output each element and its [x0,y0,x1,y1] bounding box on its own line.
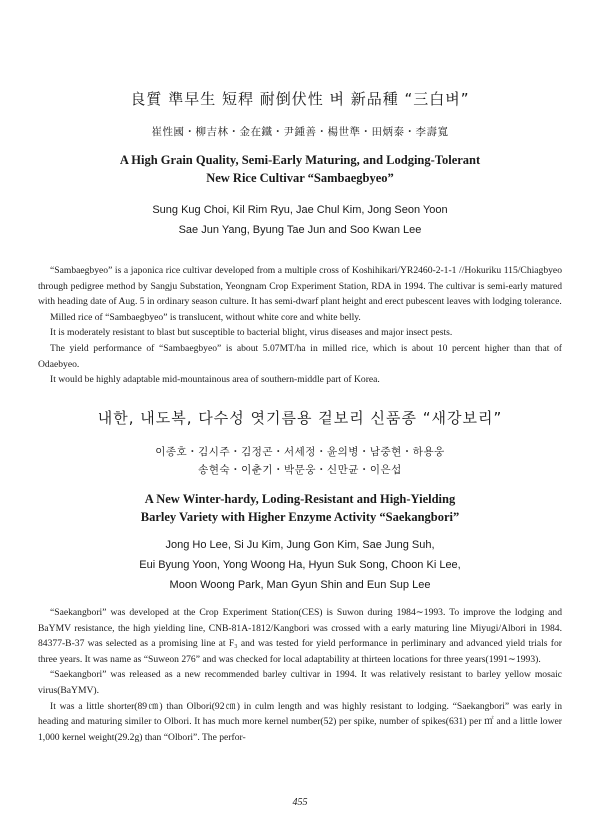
article2-authors-english [0,535,600,595]
article1-paragraph-4: The yield performance of “Sambaegbyeo” is about 5.07MT/ha in milled rice, which is about 10 percent higher than that of Odaebyeo. [38,342,562,370]
article2-authors-korean [0,443,600,479]
article1-authors-english-line2: Sae Jun Yang, Byung Tae Jun and Soo Kwan Lee [178,224,422,236]
article1-authors-english-line1: Sung Kug Choi, Kil Rim Ryu, Jae Chul Kim, Jong Seon Yoon [152,204,448,216]
article1-paragraph-5: It would be highly adaptable mid-mountainous area of southern-middle part of Korea. [50,374,380,386]
article1-title-korean: 良質 準早生 短稈 耐倒伏性 벼 新品種 “三白벼” [130,90,470,108]
article2-authors-english-line2: Eui Byung Yoon, Yong Woong Ha, Hyun Suk Song, Choon Ki Lee, [139,559,461,571]
article1-paragraph-3: It is moderately resistant to blast but susceptible to bacterial blight, virus diseases and major insect pests. [50,327,453,339]
article2-title-english-line1: A New Winter-hardy, Loding-Resistant and High-Yielding [144,492,456,506]
article1-authors-korean: 崔性國・柳吉林・金在鐵・尹鍾善・楊世準・田炳泰・李壽寬 [151,126,449,138]
article2-abstract [38,605,562,745]
article2-paragraph-2: “Saekangbori” was released as a new recommended barley cultivar in 1994. It was relatively resistant to barley yellow mosaic virus(BaYMV). [38,669,562,696]
article1-title-english-line1: A High Grain Quality, Semi-Early Maturing, and Lodging-Tolerant [119,153,481,167]
article2-paragraph-1: “Saekangbori” was developed at the Crop Experiment Station(CES) is Suwon during 1984∼1993. To improve the lodging and BaYMV resistance, the high yielding line, CNB-81A-1812/Kangbori was crossed with a early maturing line Miyugi/Albori in 1984. 84377-B-37 was selected as a promising line at F₃ and was tested for yield performance in perliminary and advanced yield trials for three years. It was name as “Suweon 276” and was checked for local adaptability at thirteen locations for three years(1991∼1993). [38,607,562,665]
article2-authors-english-line3: Moon Woong Park, Man Gyun Shin and Eun Sup Lee [169,579,431,591]
article1-paragraph-2: Milled rice of “Sambaegbyeo” is translucent, without white core and white belly. [50,311,361,323]
article1-authors-english [0,200,600,240]
article1-title-english-line2: New Rice Cultivar “Sambaegbyeo” [206,171,394,185]
article1-title-english [0,151,600,187]
page-number: 455 [292,797,308,808]
article2-authors-korean-line2: 송현숙・이춘기・박문웅・신만균・이은섭 [198,464,402,476]
article2-title-english-line2: Barley Variety with Higher Enzyme Activity “Saekangbori” [140,510,460,524]
article2-paragraph-3: It was a little shorter(89㎝) than Olbori(92㎝) in culm length and was highly resistant to lodging. “Saekangbori” was early in heading and maturing similer to Olbori. It has much more kernel number(52) per spike, number of spikes(631) per ㎡ and a little lower 1,000 kernel weight(29.2g) than “Olbori”. The perfor- [38,700,562,743]
article2-authors-korean-line1: 이종호・김시주・김정곤・서세정・윤의병・남중현・하용웅 [155,446,445,458]
article1-abstract [38,263,562,388]
article2-title-korean: 내한, 내도복, 다수성 엿기름용 겉보리 신품종 “새강보리” [97,409,503,427]
article2-title-english [0,490,600,526]
article2-authors-english-line1: Jong Ho Lee, Si Ju Kim, Jung Gon Kim, Sae Jung Suh, [165,539,435,551]
article1-paragraph-1: “Sambaegbyeo” is a japonica rice cultivar developed from a multiple cross of Koshihikari/YR2460-2-1-1 //Hokuriku 115/Chiagbyeo through pedigree method by Sangju Substation, Yeongnam Crop Experiment Station, RDA in 1994. The cultivar is semi-early matured with heading date of Aug. 5 in ordinary season culture. It has semi-dwarf plant height and erect pubescent leaves with lodging tolerance. [38,265,562,308]
